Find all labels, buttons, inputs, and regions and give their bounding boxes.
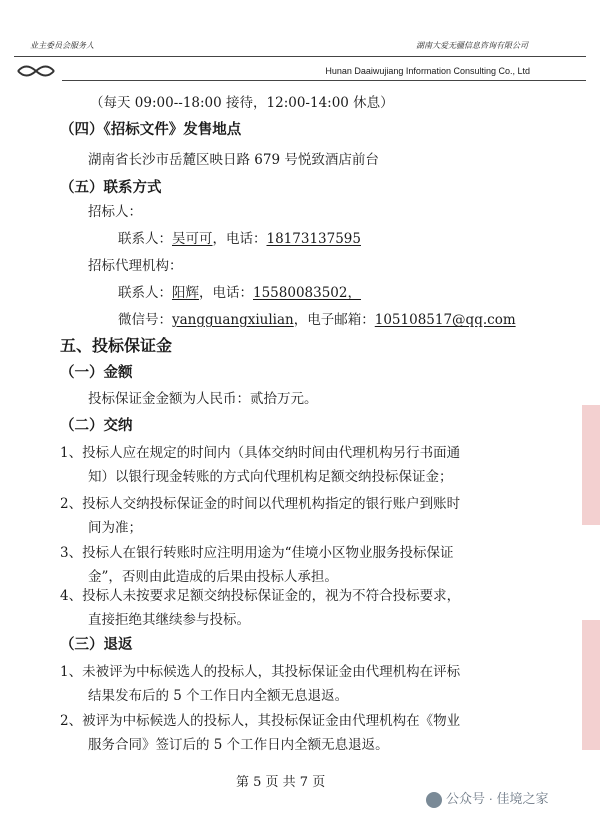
phone-prefix: ，电话： — [199, 285, 253, 301]
header-rule — [14, 56, 586, 57]
refund-item-1a: 1、未被评为中标候选人的投标人，其投标保证金由代理机构在评标 — [60, 664, 461, 680]
wechat-prefix: 微信号： — [118, 312, 172, 328]
header-rule-2 — [62, 80, 586, 81]
payment-item-2b: 间为准； — [88, 520, 142, 536]
payment-title: （二）交纳 — [60, 417, 133, 434]
refund-title: （三）退返 — [60, 636, 133, 653]
tenderer-contact-name: 吴可可 — [172, 231, 213, 247]
header-right: 湖南大爱无疆信息咨询有限公司 — [416, 41, 528, 50]
wechat-icon — [426, 792, 442, 808]
sale-address: 湖南省长沙市岳麓区映日路 679 号悦致酒店前台 — [88, 152, 379, 168]
agency-phone: 15580083502， — [253, 285, 361, 301]
payment-item-3a: 3、投标人在银行转账时应注明用途为“佳境小区物业服务投标保证 — [60, 545, 454, 561]
company-english-name: Hunan Daaiwujiang Information Consulting Co., Ltd — [325, 66, 530, 76]
page-number: 第 5 页 共 7 页 — [236, 775, 326, 790]
watermark-text: 公众号 · 佳境之家 — [446, 791, 549, 806]
payment-item-2a: 2、投标人交纳投标保证金的时间以代理机构指定的银行账户到账时 — [60, 496, 461, 512]
wechat-email-line — [118, 308, 516, 328]
watermark — [426, 788, 549, 808]
tenderer-contact-line — [118, 227, 361, 247]
email-address: 105108517@qq.com — [374, 312, 516, 328]
company-logo-icon — [16, 62, 56, 84]
payment-item-4a: 4、投标人未按要求足额交纳投标保证金的，视为不符合投标要求， — [60, 588, 461, 604]
contact-prefix: 联系人： — [118, 285, 172, 301]
payment-item-3b: 金”，否则由此造成的后果由投标人承担。 — [88, 569, 338, 585]
seal-fragment-top — [582, 405, 600, 525]
section-4-title: （四）《招标文件》发售地点 — [60, 121, 242, 138]
amount-text: 投标保证金金额为人民币：贰拾万元。 — [88, 391, 318, 407]
payment-item-4b: 直接拒绝其继续参与投标。 — [88, 612, 250, 628]
contact-prefix: 联系人： — [118, 231, 172, 247]
agency-contact-line — [118, 281, 361, 301]
refund-item-2b: 服务合同》签订后的 5 个工作日内全额无息退返。 — [88, 737, 389, 753]
refund-item-1b: 结果发布后的 5 个工作日内全额无息退返。 — [88, 688, 349, 704]
agency-contact-name: 阳辉 — [172, 285, 199, 301]
agency-label: 招标代理机构： — [88, 258, 183, 274]
wechat-id: yangguangxiulian — [172, 312, 294, 328]
header-left: 业主委员会服务人 — [30, 41, 94, 50]
bid-bond-heading: 五、投标保证金 — [60, 336, 173, 355]
refund-item-2a: 2、被评为中标候选人的投标人，其投标保证金由代理机构在《物业 — [60, 713, 461, 729]
reception-hours: （每天 09:00--18:00 接待，12:00-14:00 休息） — [90, 95, 394, 111]
payment-item-1a: 1、投标人应在规定的时间内（具体交纳时间由代理机构另行书面通 — [60, 445, 461, 461]
amount-title: （一）金额 — [60, 364, 133, 381]
phone-prefix: ，电话： — [212, 231, 267, 247]
tenderer-label: 招标人： — [88, 204, 142, 220]
tenderer-phone: 18173137595 — [266, 231, 361, 247]
section-5-title: （五）联系方式 — [60, 179, 162, 196]
seal-fragment-bottom — [582, 620, 600, 750]
email-prefix: ，电子邮箱： — [293, 312, 375, 328]
payment-item-1b: 知）以银行现金转账的方式向代理机构足额交纳投标保证金； — [88, 469, 453, 485]
